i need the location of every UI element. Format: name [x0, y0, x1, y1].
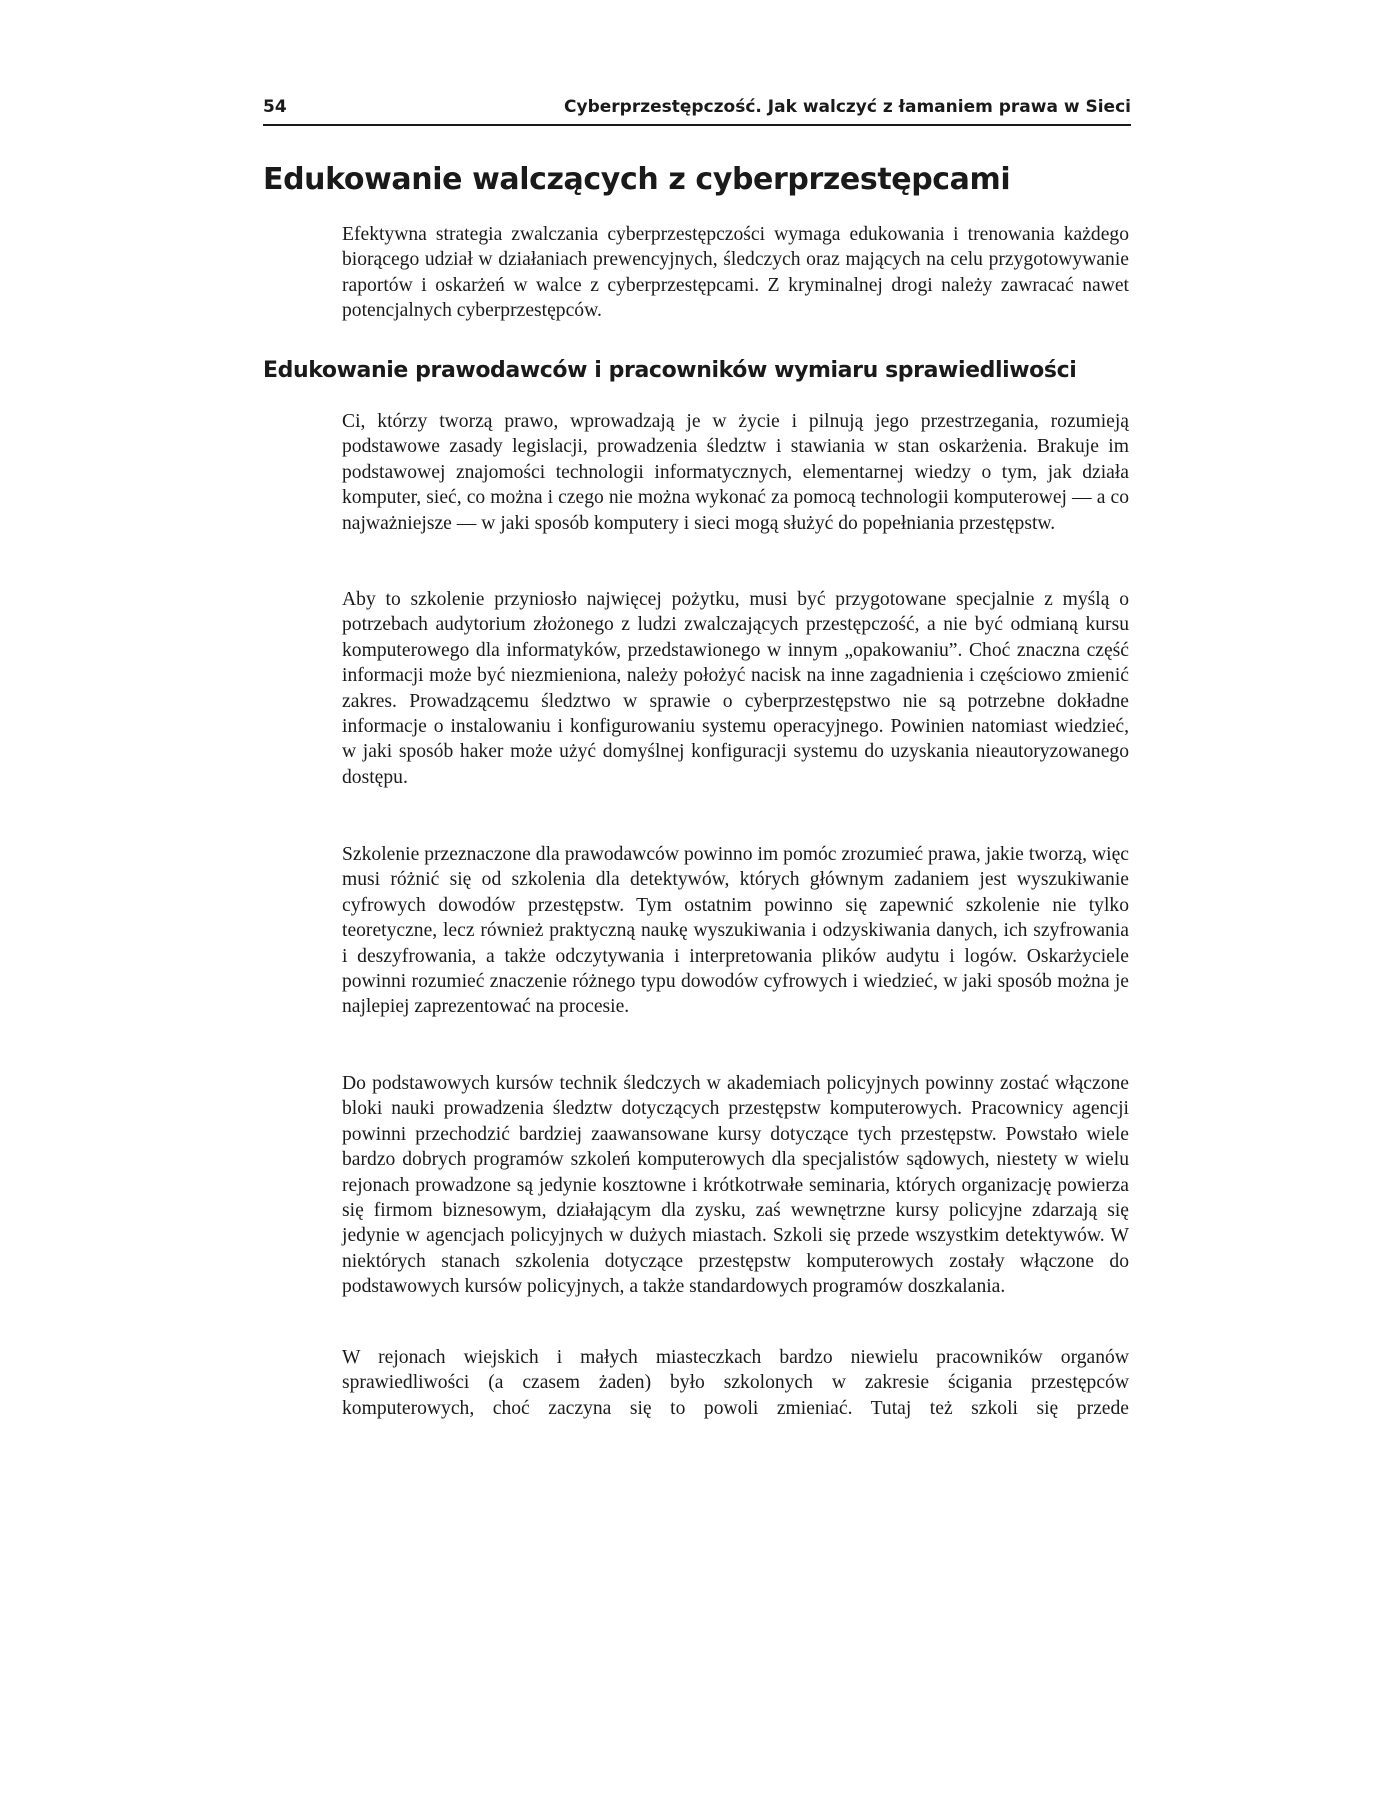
intro-paragraph: Efektywna strategia zwalczania cyberprzestępczości wymaga edukowania i trenowania każdego biorącego udział w działaniach prewencyjnych, śledczych oraz mających na celu przygotowywanie raportów i oskarżeń w walce z cyberprzestępcami. Z kryminalnej drogi należy zawracać nawet potencjalnych cyberprzestępców.: [342, 224, 1129, 322]
page-number: 54: [263, 97, 287, 117]
running-header: [263, 96, 1131, 126]
body-paragraph-2: Aby to szkolenie przyniosło najwięcej pożytku, musi być przygotowane specjalnie z myślą o potrzebach audytorium złożonego z ludzi zwalczających przestępczość, a nie być odmianą kursu komputerowego dla informatyków, przedstawionego w innym „opakowaniu”. Choć znaczna część informacji może być niezmieniona, należy położyć nacisk na inne zagadnienia i częściowo zmienić zakres. Prowadzącemu śledztwo w sprawie o cyberprzestępstwo nie są potrzebne dokładne informacje o instalowaniu i konfigurowaniu systemu operacyjnego. Powinien natomiast wiedzieć, w jaki sposób haker może użyć domyślnej konfiguracji systemu do uzyskania nieautoryzowanego dostępu.: [342, 589, 1129, 788]
body-paragraph-4: Do podstawowych kursów technik śledczych w akademiach policyjnych powinny zostać włączone bloki nauki prowadzenia śledztw dotyczących przestępstw komputerowych. Pracownicy agencji powinni przechodzić bardziej zaawansowane kursy dotyczące tych przestępstw. Powstało wiele bardzo dobrych programów szkoleń komputerowych dla specjalistów sądowych, niestety w wielu rejonach prowadzone są jedynie kosztowne i krótkotrwałe seminaria, których organizację powierza się firmom biznesowym, działającym dla zysku, zaś wewnętrzne kursy policyjne zdarzają się jedynie w agencjach policyjnych w dużych miastach. Szkoli się przede wszystkim detektywów. W niektórych stanach szkolenia dotyczące przestępstw komputerowych zostały włączone do podstawowych kursów policyjnych, a także standardowych programów doszkalania.: [342, 1073, 1129, 1298]
subsection-heading: Edukowanie prawodawców i pracowników wymiaru sprawiedliwości: [263, 358, 1077, 383]
body-paragraph-5: W rejonach wiejskich i małych miasteczkach bardzo niewielu pracowników organów sprawiedliwości (a czasem żaden) było szkolonych w zakresie ścigania przestępców komputerowych, choć zaczyna się to powoli zmieniać. Tutaj też szkoli się przede: [342, 1347, 1129, 1419]
section-heading: Edukowanie walczących z cyberprzestępcami: [263, 162, 1011, 197]
body-paragraph-1: Ci, którzy tworzą prawo, wprowadzają je w życie i pilnują jego przestrzegania, rozumieją podstawowe zasady legislacji, prowadzenia śledztw i stawiania w stan oskarżenia. Brakuje im podstawowej znajomości technologii informatycznych, elementarnej wiedzy o tym, jak działa komputer, sieć, co można i czego nie można wykonać za pomocą technologii komputerowej — a co najważniejsze — w jaki sposób komputery i sieci mogą służyć do popełniania przestępstw.: [342, 411, 1129, 534]
body-paragraph-3: Szkolenie przeznaczone dla prawodawców powinno im pomóc zrozumieć prawa, jakie tworzą, więc musi różnić się od szkolenia dla detektywów, których głównym zadaniem jest wyszukiwanie cyfrowych dowodów przestępstw. Tym ostatnim powinno się zapewnić szkolenie nie tylko teoretyczne, lecz również praktyczną naukę wyszukiwania i odzyskiwania danych, ich szyfrowania i deszyfrowania, a także odczytywania i interpretowania plików audytu i logów. Oskarżyciele powinni rozumieć znaczenie różnego typu dowodów cyfrowych i wiedzieć, w jaki sposób można je najlepiej zaprezentować na procesie.: [342, 844, 1129, 1018]
running-title: Cyberprzestępczość. Jak walczyć z łamaniem prawa w Sieci: [564, 97, 1131, 117]
